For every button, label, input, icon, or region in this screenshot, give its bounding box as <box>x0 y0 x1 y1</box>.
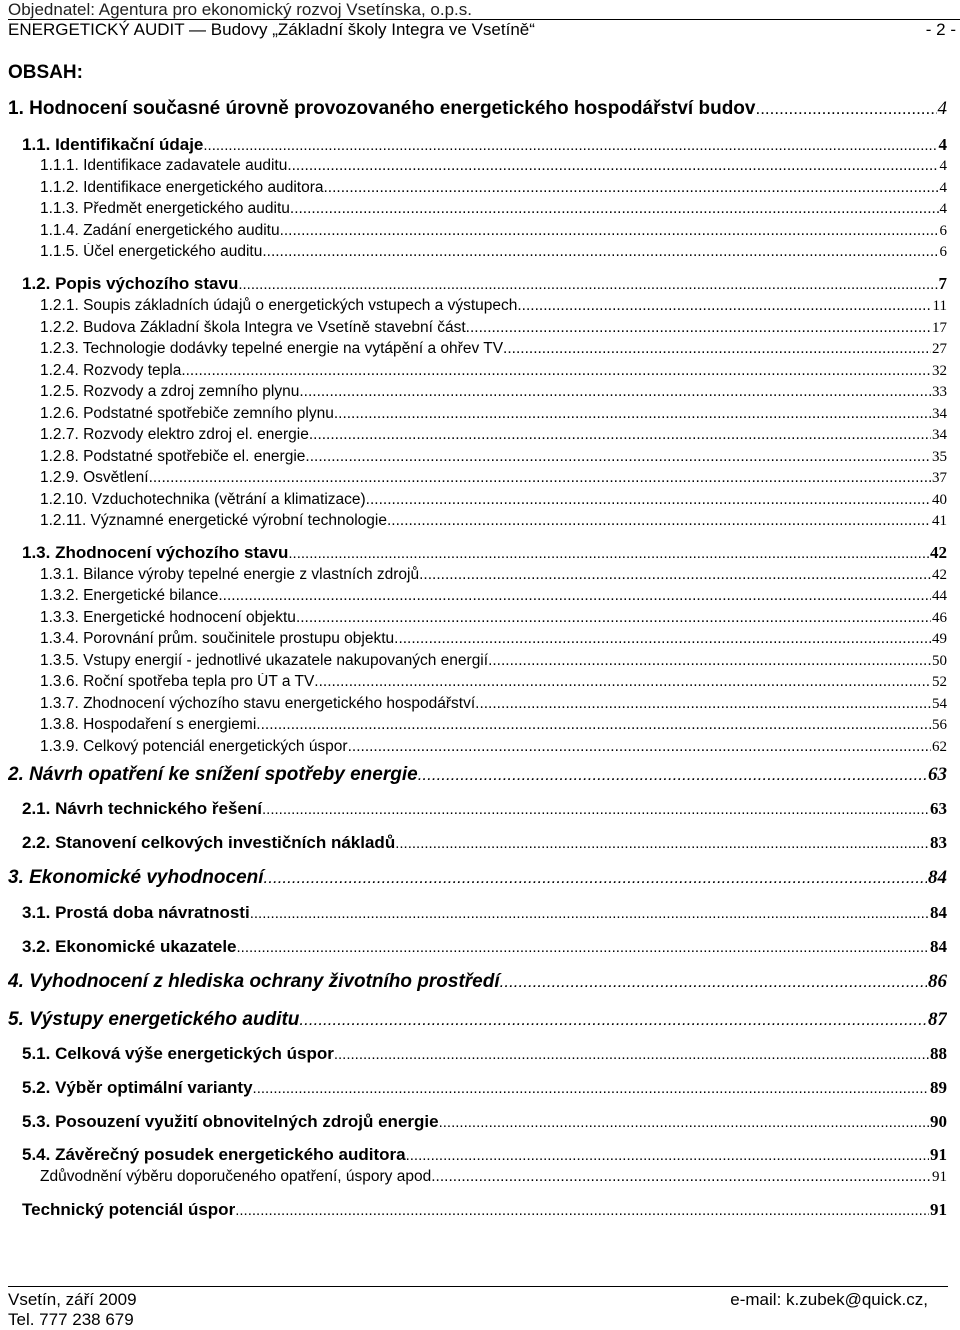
toc-entry-page: 34 <box>932 406 947 422</box>
toc-entry-page: 90 <box>930 1112 947 1131</box>
toc-entry-page: 63 <box>930 799 947 818</box>
toc-leader-dots <box>755 99 936 119</box>
toc-entry-title: 2.1. Návrh technického řešení <box>22 799 262 818</box>
toc-leader-dots <box>466 319 931 337</box>
toc-leader-dots <box>287 157 938 175</box>
toc-entry[interactable] <box>40 297 947 315</box>
toc-entry-page: 83 <box>930 833 947 852</box>
toc-leader-dots <box>387 512 931 530</box>
toc-entry-title: 1.3.5. Vstupy energií - jednotlivé ukazatele nakupovaných energií <box>40 652 489 669</box>
toc-entry-page: 42 <box>932 567 947 583</box>
toc-entry-title: 5.4. Závěrečný posudek energetického auditora <box>22 1145 406 1164</box>
toc-entry-title: 1.2.7. Rozvody elektro zdroj el. energie <box>40 426 309 443</box>
toc-entry-page: 42 <box>930 543 947 562</box>
toc-entry[interactable] <box>40 716 947 734</box>
toc-entry[interactable] <box>40 222 947 240</box>
toc-entry[interactable] <box>40 157 947 175</box>
toc-leader-dots <box>348 738 931 756</box>
toc-entry-title: 1.3.4. Porovnání prům. součinitele prostupu objektu <box>40 630 395 647</box>
toc-leader-dots <box>517 297 931 315</box>
header-client: Objednatel: Agentura pro ekonomický rozvoj Vsetínska, o.p.s. <box>8 0 472 19</box>
page-number: - 2 - <box>925 20 956 39</box>
toc-entry-page: 89 <box>930 1078 947 1097</box>
toc-entry-page: 11 <box>932 298 947 314</box>
toc-entry-page: 4 <box>939 201 947 217</box>
toc-entry-title: 1.3.8. Hospodaření s energiemi <box>40 716 257 733</box>
toc-leader-dots <box>262 243 938 261</box>
toc-leader-dots <box>299 383 931 401</box>
toc-entry[interactable] <box>40 426 947 444</box>
toc-entry[interactable] <box>40 491 947 509</box>
footer-place-date: Vsetín, září 2009 <box>8 1290 137 1309</box>
toc-leader-dots <box>475 695 931 713</box>
toc-entry[interactable] <box>22 903 947 923</box>
toc-entry-title: 1.3.1. Bilance výroby tepelné energie z vlastních zdrojů <box>40 566 420 583</box>
toc-leader-dots <box>418 765 927 785</box>
toc-entry-page: 50 <box>932 653 947 669</box>
toc-leader-dots <box>296 609 931 627</box>
toc-leader-dots <box>503 340 931 358</box>
toc-entry[interactable] <box>8 1009 947 1031</box>
toc-entry[interactable] <box>40 652 947 670</box>
toc-leader-dots <box>419 566 931 584</box>
toc-entry[interactable] <box>40 383 947 401</box>
toc-leader-dots <box>256 716 931 734</box>
toc-entry-title: 1.3.6. Roční spotřeba tepla pro ÚT a TV <box>40 673 315 690</box>
toc-entry-page: 44 <box>932 588 947 604</box>
toc-leader-dots <box>149 469 931 487</box>
toc-entry-page: 88 <box>930 1044 947 1063</box>
toc-entry-page: 4 <box>939 180 947 196</box>
toc-entry[interactable] <box>8 98 947 120</box>
toc-entry-page: 37 <box>932 470 947 486</box>
toc-entry-title: 5.3. Posouzení využití obnovitelných zdrojů energie <box>22 1112 439 1131</box>
toc-entry-title: 1.2.2. Budova Základní škola Integra ve Vsetíně stavební část <box>40 319 466 336</box>
toc-entry-title: 1.1.2. Identifikace energetického auditora <box>40 179 324 196</box>
toc-leader-dots <box>218 587 931 605</box>
toc-leader-dots <box>394 630 931 648</box>
toc-entry[interactable] <box>22 274 947 294</box>
toc-leader-dots <box>314 673 931 691</box>
toc-entry-page: 91 <box>930 1145 947 1164</box>
toc-entry-title: 3.1. Prostá doba návratnosti <box>22 903 250 922</box>
toc-entry[interactable] <box>22 1145 947 1165</box>
toc-entry-page: 91 <box>932 1169 947 1185</box>
toc-leader-dots <box>436 1168 931 1186</box>
toc-leader-dots <box>334 405 931 423</box>
toc-leader-dots <box>290 200 939 218</box>
toc-entry[interactable] <box>40 566 947 584</box>
toc-entry[interactable] <box>40 673 947 691</box>
toc-leader-dots <box>264 868 927 888</box>
toc-entry-page: 33 <box>932 384 947 400</box>
toc-entry-page: 84 <box>928 867 947 888</box>
toc-entry-title: 1.2.1. Soupis základních údajů o energetických vstupech a výstupech <box>40 297 518 314</box>
toc-entry-page: 40 <box>932 492 947 508</box>
toc-entry[interactable] <box>22 937 947 957</box>
toc-entry[interactable] <box>40 405 947 423</box>
toc-leader-dots <box>235 1202 929 1219</box>
toc-entry[interactable] <box>40 587 947 605</box>
header-title <box>8 20 960 40</box>
toc-entry-page: 17 <box>932 320 947 336</box>
toc-entry[interactable] <box>22 1078 947 1098</box>
toc-leader-dots <box>366 491 931 509</box>
toc-leader-dots <box>500 972 927 992</box>
toc-entry-page: 52 <box>932 674 947 690</box>
toc-leader-dots <box>488 652 931 670</box>
toc-entry[interactable] <box>22 543 947 563</box>
toc-leader-dots <box>181 362 931 380</box>
toc-entry-page: 32 <box>932 363 947 379</box>
toc-entry[interactable] <box>40 448 947 466</box>
toc-entry-title: 5.2. Výběr optimální varianty <box>22 1078 253 1097</box>
toc-entry-title: 1.1.4. Zadání energetického auditu <box>40 222 280 239</box>
toc-entry[interactable] <box>40 319 947 337</box>
toc-entry[interactable] <box>40 1168 947 1186</box>
toc-entry[interactable] <box>40 243 947 261</box>
toc-entry-title: 1.2.6. Podstatné spotřebiče zemního plynu <box>40 405 334 422</box>
toc-entry-title: 5.1. Celková výše energetických úspor <box>22 1044 334 1063</box>
toc-entry-page: 62 <box>932 739 947 755</box>
toc-leader-dots <box>324 179 939 197</box>
toc-entry-title: 2.2. Stanovení celkových investičních nákladů <box>22 833 396 852</box>
toc-entry[interactable] <box>8 867 947 889</box>
toc-entry[interactable] <box>40 469 947 487</box>
toc-entry-page: 6 <box>939 223 947 239</box>
toc-entry-page: 84 <box>930 903 947 922</box>
toc-entry-title: 1.2.10. Vzduchotechnika (větrání a klimatizace) <box>40 491 366 508</box>
toc-entry-page: 91 <box>930 1200 947 1219</box>
toc-heading: OBSAH: <box>8 62 83 83</box>
toc-entry-page: 6 <box>939 244 947 260</box>
toc-entry[interactable] <box>40 200 947 218</box>
toc-entry-title: 1.1.5. Účel energetického auditu <box>40 243 263 260</box>
toc-leader-dots <box>395 835 929 852</box>
toc-entry-page: 35 <box>932 449 947 465</box>
footer-phone: Tel. 777 238 679 <box>8 1310 134 1329</box>
toc-entry-page: 34 <box>932 427 947 443</box>
toc-entry-page: 56 <box>932 717 947 733</box>
toc-leader-dots <box>262 801 929 818</box>
page-footer <box>8 1286 960 1329</box>
toc-entry[interactable] <box>40 512 947 530</box>
toc-entry-title: 4. Vyhodnocení z hlediska ochrany životního prostředí <box>8 971 500 992</box>
toc-entry-page: 4 <box>938 135 947 154</box>
toc-entry[interactable] <box>22 135 947 155</box>
toc-entry-page: 49 <box>932 631 947 647</box>
toc-entry-title: 1.2.8. Podstatné spotřebiče el. energie <box>40 448 306 465</box>
toc-leader-dots <box>237 939 930 956</box>
toc-entry-title: 3. Ekonomické vyhodnocení <box>8 867 264 888</box>
toc-entry[interactable] <box>40 609 947 627</box>
toc-entry-page: 87 <box>928 1009 947 1030</box>
toc-leader-dots <box>406 1147 929 1164</box>
toc-leader-dots <box>299 1010 927 1030</box>
toc-leader-dots <box>305 448 931 466</box>
toc-entry[interactable] <box>40 179 947 197</box>
toc-entry-title: 1.2.4. Rozvody tepla <box>40 362 182 379</box>
toc-entry[interactable] <box>22 799 947 819</box>
toc-entry-title: 1. Hodnocení současné úrovně provozovaného energetického hospodářství budov <box>8 98 756 119</box>
toc-entry-title: Zdůvodnění výběru doporučeného opatření, úspory apod. <box>40 1168 436 1185</box>
toc-entry-page: 46 <box>932 610 947 626</box>
toc-entry[interactable] <box>40 362 947 380</box>
toc-entry-title: 1.3.3. Energetické hodnocení objektu <box>40 609 296 626</box>
toc-entry-title: 1.3.9. Celkový potenciál energetických úspor <box>40 738 348 755</box>
toc-entry[interactable] <box>40 695 947 713</box>
toc-entry[interactable] <box>22 1200 947 1220</box>
header-audit-title: ENERGETICKÝ AUDIT — Budovy „Základní školy Integra ve Vsetíně“ <box>8 20 535 39</box>
header-rule <box>8 19 960 20</box>
toc-leader-dots <box>309 426 931 444</box>
toc-entry-title: 1.3.2. Energetické bilance <box>40 587 219 604</box>
toc-leader-dots <box>334 1046 929 1063</box>
toc-entry[interactable] <box>22 1112 947 1132</box>
toc-leader-dots <box>288 545 929 562</box>
toc-entry[interactable] <box>40 738 947 756</box>
toc-entry-title: 1.2.3. Technologie dodávky tepelné energie na vytápění a ohřev TV <box>40 340 504 357</box>
toc-entry-title: 1.3.7. Zhodnocení výchozího stavu energetického hospodářství <box>40 695 476 712</box>
toc-entry-title: 1.1.3. Předmět energetického auditu <box>40 200 290 217</box>
toc-entry-title: 2. Návrh opatření ke snížení spotřeby energie <box>8 764 418 785</box>
toc-entry-page: 84 <box>930 937 947 956</box>
toc-entry-title: 1.1.1. Identifikace zadavatele auditu <box>40 157 288 174</box>
toc-entry-page: 54 <box>932 696 947 712</box>
toc-entry[interactable] <box>40 630 947 648</box>
toc-entry-title: 1.2.9. Osvětlení <box>40 469 149 486</box>
toc-entry-title: 1.2. Popis výchozího stavu <box>22 274 239 293</box>
toc-entry[interactable] <box>22 833 947 853</box>
toc-entry-title: 1.1. Identifikační údaje <box>22 135 204 154</box>
footer-email[interactable]: e-mail: k.zubek@quick.cz, <box>730 1290 928 1309</box>
toc-entry-title: 1.3. Zhodnocení výchozího stavu <box>22 543 289 562</box>
toc-entry-page: 4 <box>939 158 947 174</box>
toc-entry-title: Technický potenciál úspor <box>22 1200 236 1219</box>
toc-leader-dots <box>253 1080 929 1097</box>
toc-entry-page: 4 <box>937 98 947 119</box>
page-header <box>8 0 960 40</box>
footer-rule <box>8 1286 948 1287</box>
toc-entry[interactable] <box>8 764 947 786</box>
toc-entry[interactable] <box>40 340 947 358</box>
toc-entry-title: 1.2.5. Rozvody a zdroj zemního plynu <box>40 383 300 400</box>
toc-entry-page: 86 <box>928 971 947 992</box>
toc-leader-dots <box>439 1114 929 1131</box>
toc-entry-page: 41 <box>932 513 947 529</box>
toc-entry[interactable] <box>22 1044 947 1064</box>
toc-entry-title: 1.2.11. Významné energetické výrobní technologie <box>40 512 387 529</box>
toc-entry-page: 63 <box>928 764 947 785</box>
toc-leader-dots <box>203 137 937 154</box>
toc-entry-page: 7 <box>938 274 947 293</box>
toc-entry-title: 5. Výstupy energetického auditu <box>8 1009 300 1030</box>
toc-entry-title: 3.2. Ekonomické ukazatele <box>22 937 237 956</box>
toc-leader-dots <box>280 222 939 240</box>
toc-entry[interactable] <box>8 971 947 993</box>
toc-entry-page: 27 <box>932 341 947 357</box>
toc-leader-dots <box>238 276 937 293</box>
toc-leader-dots <box>250 905 929 922</box>
